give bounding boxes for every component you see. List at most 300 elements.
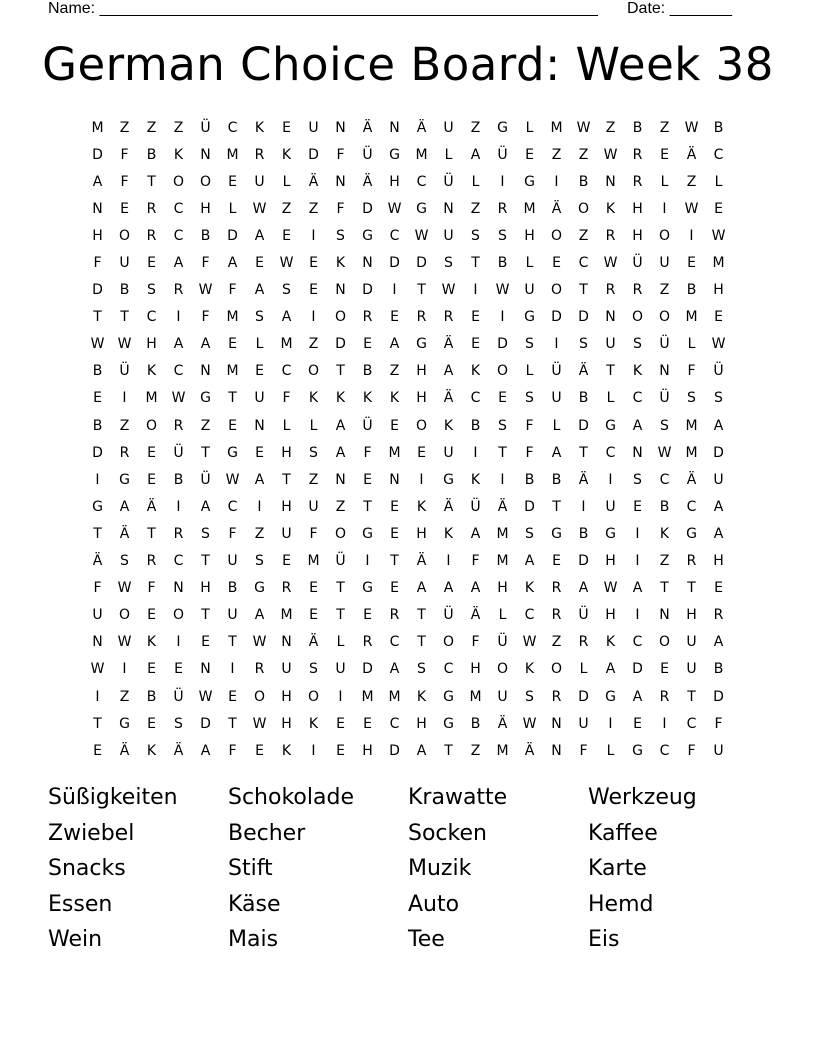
grid-letter: U <box>308 498 319 515</box>
grid-letter: K <box>605 634 616 651</box>
grid-letter: C <box>470 390 481 407</box>
grid-letter: S <box>309 661 318 678</box>
grid-letter: E <box>363 607 372 624</box>
grid-letter: A <box>119 498 130 515</box>
grid-letter: C <box>659 471 670 488</box>
date-field[interactable]: Date: _______ <box>627 0 732 17</box>
grid-letter: I <box>230 661 235 678</box>
grid-letter: Z <box>659 282 670 299</box>
grid-letter: E <box>282 119 291 136</box>
grid-letter: T <box>336 580 345 597</box>
grid-letter: N <box>362 255 373 272</box>
grid-letter: S <box>633 471 642 488</box>
grid-letter: Ä <box>497 498 508 515</box>
grid-letter: A <box>578 580 589 597</box>
grid-letter: D <box>416 255 427 272</box>
grid-letter: F <box>228 282 237 299</box>
grid-letter: F <box>201 255 210 272</box>
grid-letter: C <box>713 146 724 163</box>
grid-letter: W <box>252 715 267 732</box>
grid-letter: A <box>524 553 535 570</box>
grid-letter: G <box>605 688 616 705</box>
grid-letter: C <box>389 634 400 651</box>
grid-letter: U <box>119 255 130 272</box>
grid-letter: R <box>146 200 157 217</box>
grid-letter: U <box>686 634 697 651</box>
grid-letter: O <box>307 688 320 705</box>
grid-letter: F <box>228 742 237 759</box>
grid-letter: N <box>92 634 103 651</box>
grid-letter: E <box>147 715 156 732</box>
grid-letter: D <box>92 282 103 299</box>
grid-letter: E <box>714 309 723 326</box>
grid-letter: K <box>281 146 292 163</box>
grid-letter: F <box>687 742 696 759</box>
grid-letter: W <box>117 580 132 597</box>
page-title: German Choice Board: Week 38 <box>42 38 774 91</box>
grid-letter: Z <box>389 363 400 380</box>
grid-letter: O <box>172 173 185 190</box>
grid-letter: K <box>470 363 481 380</box>
grid-letter: K <box>308 715 319 732</box>
grid-letter: I <box>176 309 181 326</box>
grid-letter: F <box>714 715 723 732</box>
grid-letter: Ü <box>443 607 454 624</box>
grid-letter: L <box>471 173 480 190</box>
grid-letter: Ä <box>686 471 697 488</box>
grid-letter: O <box>496 363 509 380</box>
grid-letter: R <box>362 634 373 651</box>
grid-letter: D <box>632 661 643 678</box>
grid-letter: W <box>657 444 672 461</box>
grid-letter: F <box>525 444 534 461</box>
grid-letter: T <box>147 173 156 190</box>
grid-letter: W <box>90 661 105 678</box>
word-bank-item: Socken <box>408 820 487 846</box>
grid-letter: H <box>92 227 103 244</box>
grid-letter: S <box>174 715 183 732</box>
grid-letter: B <box>659 498 670 515</box>
word-bank-item: Zwiebel <box>48 820 135 846</box>
grid-letter: A <box>173 336 184 353</box>
grid-letter: N <box>335 282 346 299</box>
grid-letter: T <box>579 282 588 299</box>
grid-letter: D <box>92 146 103 163</box>
grid-letter: O <box>253 688 266 705</box>
grid-letter: B <box>200 227 211 244</box>
grid-letter: Ä <box>443 390 454 407</box>
grid-letter: A <box>173 255 184 272</box>
grid-letter: G <box>632 742 643 759</box>
grid-letter: Ü <box>173 444 184 461</box>
grid-letter: N <box>659 607 670 624</box>
grid-letter: L <box>336 634 345 651</box>
grid-letter: A <box>254 227 265 244</box>
grid-letter: I <box>122 661 127 678</box>
grid-letter: T <box>579 444 588 461</box>
word-search-grid <box>84 114 732 764</box>
grid-letter: T <box>417 634 426 651</box>
grid-letter: G <box>524 173 535 190</box>
grid-letter: E <box>201 634 210 651</box>
grid-letter: N <box>335 471 346 488</box>
grid-letter: I <box>635 553 640 570</box>
grid-letter: D <box>713 688 724 705</box>
grid-letter: E <box>471 309 480 326</box>
grid-letter: R <box>578 634 589 651</box>
grid-letter: E <box>714 200 723 217</box>
grid-letter: R <box>254 661 265 678</box>
grid-letter: O <box>631 309 644 326</box>
grid-letter: K <box>281 742 292 759</box>
grid-letter: U <box>227 607 238 624</box>
grid-letter: K <box>173 146 184 163</box>
grid-letter: A <box>200 336 211 353</box>
grid-letter: S <box>525 390 534 407</box>
grid-letter: L <box>552 417 561 434</box>
grid-letter: I <box>365 553 370 570</box>
grid-letter: E <box>309 607 318 624</box>
grid-letter: R <box>632 173 643 190</box>
grid-letter: I <box>554 173 559 190</box>
word-bank-item: Kaffee <box>588 820 658 846</box>
grid-letter: S <box>633 336 642 353</box>
grid-letter: W <box>252 200 267 217</box>
grid-letter: I <box>500 309 505 326</box>
grid-letter: U <box>497 688 508 705</box>
grid-letter: T <box>93 715 102 732</box>
word-bank-item: Essen <box>48 891 113 917</box>
grid-letter: R <box>389 607 400 624</box>
grid-letter: B <box>551 471 562 488</box>
grid-letter: K <box>335 255 346 272</box>
name-field[interactable]: Name: ________________________________________________________ <box>48 0 598 17</box>
grid-letter: A <box>254 607 265 624</box>
grid-letter: S <box>201 525 210 542</box>
grid-letter: O <box>496 661 509 678</box>
grid-letter: T <box>336 363 345 380</box>
grid-letter: A <box>713 417 724 434</box>
grid-letter: E <box>309 255 318 272</box>
grid-letter: N <box>173 580 184 597</box>
grid-letter: R <box>254 146 265 163</box>
grid-letter: I <box>122 390 127 407</box>
grid-letter: F <box>120 173 129 190</box>
grid-letter: T <box>498 444 507 461</box>
grid-letter: G <box>362 580 373 597</box>
grid-letter: Ü <box>659 336 670 353</box>
grid-letter: G <box>362 525 373 542</box>
grid-letter: Z <box>578 227 589 244</box>
grid-letter: G <box>362 227 373 244</box>
grid-letter: A <box>713 498 724 515</box>
grid-letter: A <box>281 309 292 326</box>
grid-letter: E <box>147 255 156 272</box>
grid-letter: E <box>660 146 669 163</box>
word-bank-item: Stift <box>228 856 273 882</box>
word-bank-item: Hemd <box>588 891 654 917</box>
grid-letter: I <box>662 200 667 217</box>
grid-letter: K <box>308 390 319 407</box>
grid-letter: M <box>496 525 509 542</box>
grid-letter: G <box>119 715 130 732</box>
grid-letter: B <box>578 390 589 407</box>
grid-letter: C <box>524 607 535 624</box>
grid-letter: F <box>525 417 534 434</box>
grid-letter: A <box>713 525 724 542</box>
grid-letter: O <box>577 200 590 217</box>
grid-letter: S <box>255 553 264 570</box>
grid-letter: C <box>173 553 184 570</box>
grid-letter: C <box>146 309 157 326</box>
grid-letter: W <box>603 255 618 272</box>
grid-letter: R <box>146 553 157 570</box>
grid-letter: A <box>227 255 238 272</box>
grid-letter: G <box>605 525 616 542</box>
grid-letter: I <box>500 173 505 190</box>
grid-letter: F <box>687 363 696 380</box>
grid-letter: G <box>200 390 211 407</box>
grid-letter: G <box>605 417 616 434</box>
grid-letter: M <box>226 309 239 326</box>
grid-letter: U <box>281 525 292 542</box>
grid-letter: U <box>254 390 265 407</box>
grid-letter: A <box>605 661 616 678</box>
grid-letter: R <box>605 227 616 244</box>
grid-letter: K <box>443 417 454 434</box>
grid-letter: G <box>524 309 535 326</box>
word-bank-item: Eis <box>588 927 620 953</box>
word-bank <box>48 780 768 958</box>
grid-letter: A <box>443 580 454 597</box>
grid-letter: Ä <box>308 173 319 190</box>
grid-letter: L <box>255 336 264 353</box>
grid-letter: Z <box>308 471 319 488</box>
grid-letter: U <box>713 471 724 488</box>
grid-letter: W <box>117 336 132 353</box>
grid-letter: R <box>686 553 697 570</box>
grid-letter: M <box>550 119 563 136</box>
grid-letter: S <box>336 227 345 244</box>
grid-letter: I <box>176 498 181 515</box>
grid-letter: U <box>443 227 454 244</box>
grid-letter: I <box>338 688 343 705</box>
grid-letter: A <box>470 146 481 163</box>
grid-letter: C <box>227 119 238 136</box>
grid-letter: F <box>363 444 372 461</box>
grid-letter: H <box>470 661 481 678</box>
grid-letter: Ä <box>362 173 373 190</box>
grid-letter: C <box>686 715 697 732</box>
grid-letter: B <box>632 119 643 136</box>
grid-letter: D <box>308 146 319 163</box>
grid-letter: Z <box>470 119 481 136</box>
grid-letter: K <box>416 498 427 515</box>
grid-letter: I <box>473 282 478 299</box>
grid-letter: B <box>173 471 184 488</box>
grid-letter: M <box>496 742 509 759</box>
grid-letter: W <box>603 146 618 163</box>
grid-letter: W <box>198 688 213 705</box>
grid-letter: Ä <box>443 336 454 353</box>
grid-letter: G <box>443 471 454 488</box>
grid-letter: N <box>551 715 562 732</box>
grid-letter: A <box>200 742 211 759</box>
grid-letter: O <box>658 309 671 326</box>
grid-letter: R <box>173 282 184 299</box>
grid-letter: U <box>227 553 238 570</box>
grid-letter: W <box>252 634 267 651</box>
grid-letter: Z <box>146 119 157 136</box>
grid-letter: O <box>658 227 671 244</box>
grid-letter: K <box>146 634 157 651</box>
grid-letter: W <box>225 471 240 488</box>
grid-letter: W <box>198 282 213 299</box>
grid-letter: T <box>444 742 453 759</box>
grid-letter: I <box>95 471 100 488</box>
grid-letter: E <box>255 742 264 759</box>
grid-letter: R <box>497 200 508 217</box>
grid-letter: O <box>118 607 131 624</box>
grid-letter: H <box>200 200 211 217</box>
grid-letter: D <box>389 742 400 759</box>
grid-letter: T <box>336 607 345 624</box>
grid-letter: A <box>551 444 562 461</box>
grid-letter: L <box>309 417 318 434</box>
grid-letter: T <box>228 715 237 732</box>
grid-letter: K <box>362 390 373 407</box>
grid-letter: U <box>578 715 589 732</box>
grid-letter: Z <box>254 525 265 542</box>
grid-letter: F <box>282 390 291 407</box>
grid-letter: S <box>147 282 156 299</box>
grid-letter: W <box>414 227 429 244</box>
grid-letter: C <box>227 498 238 515</box>
grid-letter: Ü <box>362 146 373 163</box>
grid-letter: Ü <box>632 255 643 272</box>
grid-letter: Ü <box>362 417 373 434</box>
grid-letter: D <box>389 255 400 272</box>
grid-letter: D <box>551 309 562 326</box>
grid-letter: Ä <box>578 471 589 488</box>
grid-letter: F <box>147 580 156 597</box>
grid-letter: D <box>362 661 373 678</box>
grid-letter: E <box>147 607 156 624</box>
grid-letter: T <box>552 498 561 515</box>
grid-letter: F <box>309 525 318 542</box>
grid-letter: W <box>603 580 618 597</box>
grid-letter: Z <box>605 119 616 136</box>
grid-letter: N <box>605 309 616 326</box>
grid-letter: Z <box>659 553 670 570</box>
grid-letter: B <box>713 119 724 136</box>
grid-letter: H <box>632 227 643 244</box>
grid-letter: E <box>336 742 345 759</box>
grid-letter: L <box>228 200 237 217</box>
grid-letter: A <box>92 173 103 190</box>
grid-letter: I <box>473 444 478 461</box>
grid-letter: W <box>90 336 105 353</box>
grid-letter: S <box>687 390 696 407</box>
grid-letter: D <box>497 336 508 353</box>
grid-letter: I <box>419 471 424 488</box>
grid-letter: G <box>686 525 697 542</box>
grid-letter: D <box>578 553 589 570</box>
grid-letter: T <box>363 498 372 515</box>
grid-letter: E <box>633 498 642 515</box>
grid-letter: H <box>497 580 508 597</box>
grid-letter: E <box>174 661 183 678</box>
grid-letter: C <box>416 173 427 190</box>
grid-letter: D <box>713 444 724 461</box>
grid-letter: T <box>606 363 615 380</box>
grid-letter: F <box>93 580 102 597</box>
grid-letter: L <box>606 390 615 407</box>
grid-letter: Ä <box>308 634 319 651</box>
grid-letter: S <box>660 417 669 434</box>
grid-letter: W <box>387 200 402 217</box>
grid-letter: H <box>416 363 427 380</box>
grid-letter: M <box>712 255 725 272</box>
grid-letter: L <box>579 661 588 678</box>
grid-letter: G <box>443 688 454 705</box>
grid-letter: C <box>389 227 400 244</box>
grid-letter: Z <box>578 146 589 163</box>
grid-letter: M <box>226 363 239 380</box>
grid-letter: N <box>200 661 211 678</box>
grid-letter: M <box>388 688 401 705</box>
grid-letter: O <box>334 525 347 542</box>
grid-letter: I <box>95 688 100 705</box>
grid-letter: M <box>685 444 698 461</box>
grid-letter: L <box>606 742 615 759</box>
grid-letter: B <box>578 525 589 542</box>
grid-letter: B <box>146 146 157 163</box>
grid-letter: K <box>389 390 400 407</box>
grid-letter: G <box>497 119 508 136</box>
grid-letter: Ä <box>173 742 184 759</box>
grid-letter: Z <box>119 688 130 705</box>
grid-letter: T <box>390 553 399 570</box>
grid-letter: E <box>390 309 399 326</box>
grid-letter: Z <box>551 146 562 163</box>
grid-letter: E <box>687 255 696 272</box>
grid-letter: T <box>93 525 102 542</box>
grid-letter: R <box>173 417 184 434</box>
grid-letter: R <box>281 580 292 597</box>
grid-letter: B <box>119 282 130 299</box>
grid-letter: B <box>578 173 589 190</box>
grid-letter: E <box>336 715 345 732</box>
grid-letter: G <box>254 580 265 597</box>
grid-letter: R <box>551 580 562 597</box>
grid-letter: K <box>254 119 265 136</box>
grid-letter: E <box>255 363 264 380</box>
grid-letter: B <box>497 255 508 272</box>
grid-letter: M <box>280 607 293 624</box>
grid-letter: N <box>659 363 670 380</box>
grid-letter: O <box>550 282 563 299</box>
grid-letter: C <box>578 255 589 272</box>
grid-letter: N <box>443 200 454 217</box>
grid-letter: F <box>201 309 210 326</box>
grid-letter: D <box>578 688 589 705</box>
word-bank-item: Karte <box>588 856 647 882</box>
grid-letter: F <box>120 146 129 163</box>
grid-letter: H <box>416 715 427 732</box>
grid-letter: W <box>684 200 699 217</box>
grid-letter: H <box>416 525 427 542</box>
